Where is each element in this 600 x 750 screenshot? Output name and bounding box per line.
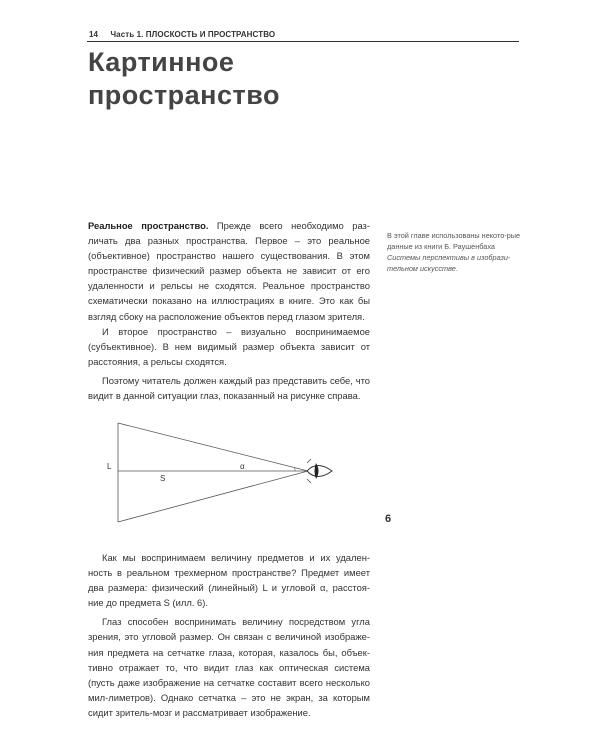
label-alpha: α (240, 462, 245, 471)
paragraph-1 (88, 218, 370, 324)
chapter-title-line2: пространство (88, 80, 280, 110)
chapter-title (88, 46, 280, 112)
paragraph-1-text: Прежде всего необходимо раз-личать два разных пространства. Первое – это реальное (объективное) пространство нашего существования. В этом пространстве физический размер объекта не зависит от его удаленности и рельсы не сходятся. Реальное пространство схематически показано на иллюстрациях в книге. Это как бы взгляд сбоку на расположение объектов перед глазом зрителя. (88, 220, 370, 322)
figure-number: 6 (385, 513, 392, 525)
perspective-diagram (88, 418, 358, 530)
chapter-title-line1: Картинное (88, 47, 235, 77)
page-number: 14 (89, 30, 99, 39)
body-text-bottom (88, 550, 370, 720)
sidenote-book-title: Системы перспективы в изобрази-тельном искусстве (387, 253, 511, 273)
paragraph-4: Как мы воспринимаем величину предметов и их удален-ность в реальном трехмерном пространстве? Предмет имеет два размера: физический (линейный) L и угловой α, расстоя-ние до предмета S (илл. 6). (88, 552, 370, 609)
sidenote-text: В этой главе использованы некото-рые данные из книги Б. Раушенбаха (387, 231, 521, 251)
label-L: L (107, 462, 112, 471)
sidenote (387, 230, 521, 274)
body-text-top (88, 218, 370, 403)
running-title: Часть 1. ПЛОСКОСТЬ И ПРОСТРАНСТВО (110, 30, 276, 39)
sight-ray-top (118, 423, 308, 471)
sidenote-end: . (455, 264, 458, 273)
paragraph-2: И второе пространство – визуально воспринимаемое (субъективное). В нем видимый размер объекта зависит от расстояния, а рельсы сходятся. (88, 325, 370, 367)
paragraph-1-lead: Реальное пространство. (88, 220, 209, 231)
paragraph-5: Глаз способен воспринимать величину посредством угла зрения, это угловой размер. Он связан с величиной изображе-ния предмета на сетчатке глаза, которая, казалось бы, объек-тивно отражает то, что видит глаз как оптическая система (пусть даже изображение на сетчатке составит всего несколько мил-лиметров). Однако сетчатка – это не экран, за которым сидит зритель-мозг и рассматривает изображение. (88, 616, 370, 718)
header-rule (87, 41, 519, 42)
sight-ray-bottom (118, 471, 308, 522)
label-S: S (160, 474, 166, 483)
running-header (89, 30, 275, 39)
eye-icon (307, 459, 332, 483)
paragraph-3: Поэтому читатель должен каждый раз представить себе, что видит в данной ситуации глаз, показанный на рисунке справа. (88, 374, 370, 402)
